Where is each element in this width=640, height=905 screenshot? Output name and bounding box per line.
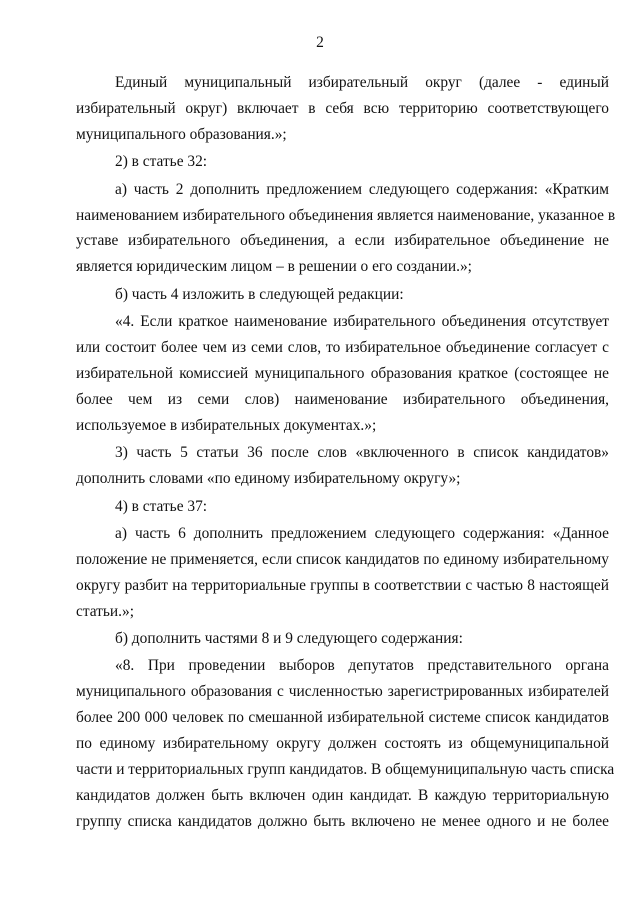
page-number: 2 <box>316 34 324 51</box>
paragraph <box>76 494 609 520</box>
paragraph <box>76 282 609 308</box>
paragraph <box>76 653 615 834</box>
text-line: положение не применяется, если список кандидатов по единому избирательному <box>76 550 609 568</box>
paragraph <box>76 440 609 492</box>
text-line: «4. Если краткое наименование избирательного объединения отсутствует <box>115 313 609 331</box>
text-line: более 200 000 человек по смешанной избирательной системе список кандидатов <box>76 709 609 727</box>
text-line: используемое в избирательных документах.»; <box>76 416 377 434</box>
text-line: «8. При проведении выборов депутатов представительного органа <box>115 657 609 675</box>
text-line: округу разбит на территориальные группы в соответствии с частью 8 настоящей <box>76 576 609 594</box>
text-line: более чем из семи слов) наименование избирательного объединения, <box>76 390 609 408</box>
text-line: 3) часть 5 статьи 36 после слов «включенного в список кандидатов» <box>115 444 609 462</box>
text-line: является юридическим лицом – в решении о его создании.»; <box>76 258 472 276</box>
text-line: б) дополнить частями 8 и 9 следующего содержания: <box>115 630 463 648</box>
text-line: или состоит более чем из семи слов, то избирательное объединение согласует с <box>76 339 609 357</box>
text-line: наименованием избирательного объединения является наименование, указанное в <box>76 206 616 224</box>
paragraph <box>76 177 616 281</box>
paragraph <box>76 309 609 439</box>
text-line: муниципального образования.»; <box>76 125 287 143</box>
paragraph <box>76 626 609 652</box>
text-line: а) часть 6 дополнить предложением следующего содержания: «Данное <box>115 524 609 542</box>
text-line: дополнить словами «по единому избирательному округу»; <box>76 470 461 488</box>
document-body <box>76 70 616 835</box>
text-line: а) часть 2 дополнить предложением следующего содержания: «Кратким <box>115 180 609 198</box>
text-line: по единому избирательному округу должен состоять из общемуниципальной <box>76 735 609 753</box>
paragraph <box>76 149 609 175</box>
text-line: муниципального образования с численностью зарегистрированных избирателей <box>76 683 609 701</box>
paragraph <box>76 70 609 148</box>
text-line: 4) в статье 37: <box>115 497 208 515</box>
text-line: Единый муниципальный избирательный округ (далее - единый <box>115 74 609 91</box>
text-line: б) часть 4 изложить в следующей редакции: <box>115 285 404 303</box>
text-line: группу списка кандидатов должно быть включено не менее одного и не более <box>76 812 609 830</box>
text-line: кандидатов должен быть включен один кандидат. В каждую территориальную <box>76 786 609 804</box>
text-line: избирательной комиссией муниципального образования краткое (состоящее не <box>76 364 609 382</box>
text-line: статьи.»; <box>76 602 134 620</box>
text-line: уставе избирательного объединения, а если избирательное объединение не <box>76 232 609 250</box>
text-line: 2) в статье 32: <box>115 153 208 171</box>
text-line: части и территориальных групп кандидатов. В общемуниципальную часть списка <box>76 761 615 779</box>
paragraph <box>76 521 609 625</box>
text-line: избирательный округ) включает в себя всю территорию соответствующего <box>76 99 609 117</box>
